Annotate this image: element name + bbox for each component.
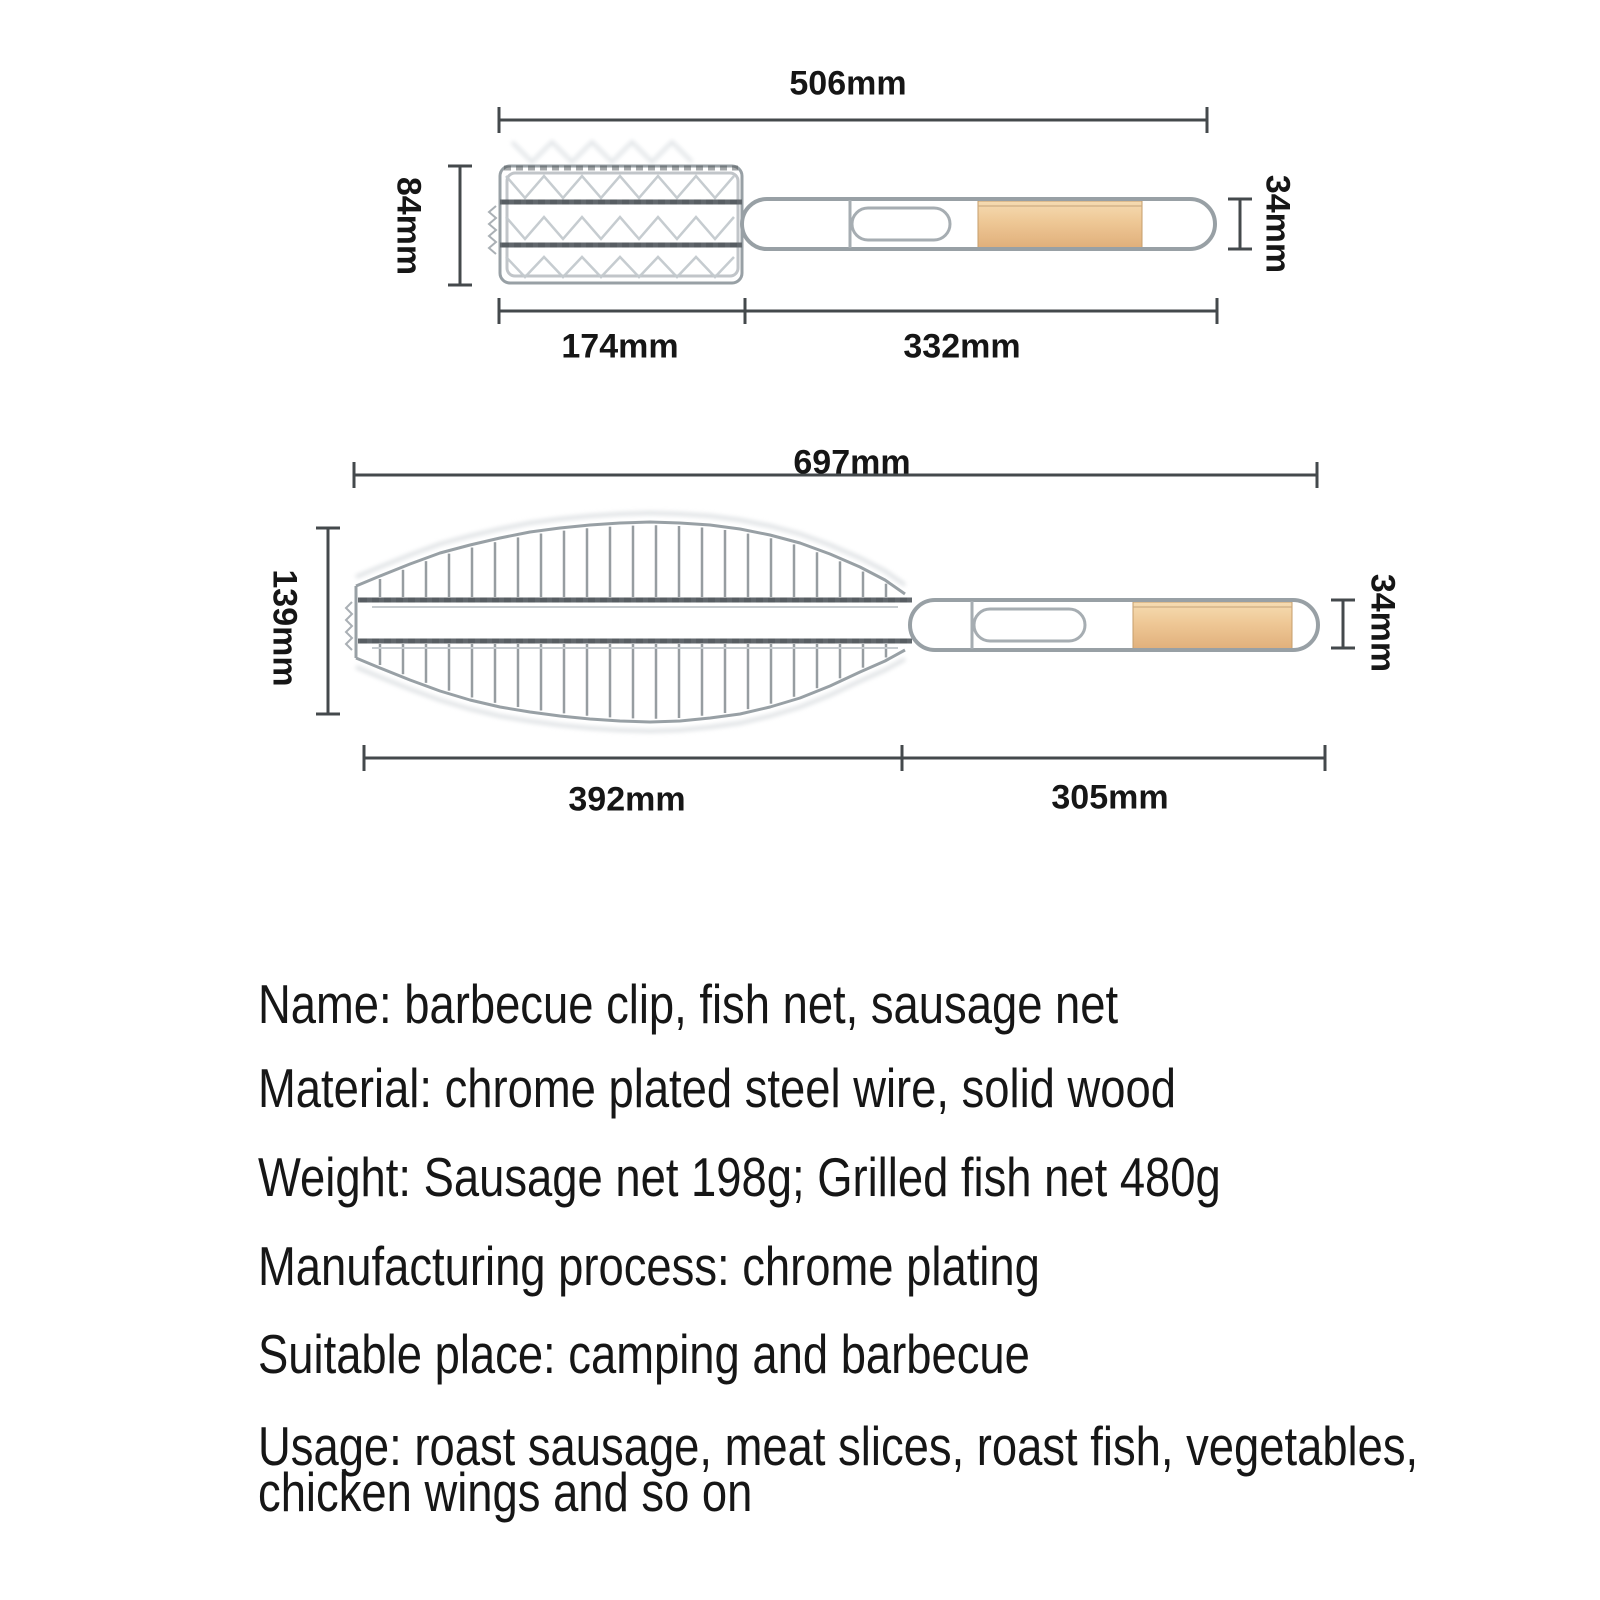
dim-label-handle-length-fish: 305mm <box>1051 778 1169 817</box>
fish-nose-coil <box>346 602 352 650</box>
spec-line-usage-continued: chicken wings and so on <box>258 1461 753 1523</box>
dim-line-total-length-sausage <box>499 107 1207 133</box>
dim-label-handle-length-sausage: 332mm <box>903 327 1021 366</box>
dim-line-basket-height-sausage <box>448 166 472 285</box>
spec-line-name: Name: barbecue clip, fish net, sausage net <box>258 973 1119 1035</box>
dim-label-handle-height-sausage: 34mm <box>1258 174 1297 274</box>
sausage-handle <box>742 199 1215 249</box>
dim-line-basket-height-fish <box>316 528 340 714</box>
dim-label-basket-length-fish: 392mm <box>568 780 686 819</box>
fish-basket-ribs <box>380 525 886 719</box>
dim-label-total-length-sausage: 506mm <box>789 64 907 103</box>
wood-grip-fish <box>1133 602 1292 650</box>
fish-basket-outline <box>356 522 905 722</box>
spec-line-material: Material: chrome plated steel wire, solid wood <box>258 1057 1177 1119</box>
dim-line-handle-height-fish <box>1331 600 1355 648</box>
dim-line-basket-handle-length-fish <box>364 745 1325 771</box>
dim-label-basket-height-fish: 139mm <box>265 569 304 687</box>
dim-line-handle-height-sausage <box>1228 199 1252 249</box>
fish-basket-core <box>346 586 912 658</box>
spec-line-place: Suitable place: camping and barbecue <box>258 1323 1030 1385</box>
dim-label-basket-height-sausage: 84mm <box>389 176 428 276</box>
fish-basket-shadow <box>356 513 905 731</box>
dim-label-handle-height-fish: 34mm <box>1363 573 1402 673</box>
fish-handle <box>910 600 1318 650</box>
dim-line-basket-handle-length-sausage <box>499 298 1217 324</box>
spec-line-weight: Weight: Sausage net 198g; Grilled fish net 480g <box>258 1146 1221 1208</box>
spec-line-process: Manufacturing process: chrome plating <box>258 1235 1040 1297</box>
dim-label-total-length-fish: 697mm <box>793 443 911 482</box>
wood-grip-sausage <box>978 201 1142 248</box>
fish-net-drawing <box>270 440 1420 840</box>
dim-label-basket-length-sausage: 174mm <box>561 327 679 366</box>
basket-coil-edge <box>489 206 496 254</box>
spec-line-usage: Usage: roast sausage, meat slices, roast fish, vegetables, <box>258 1415 1419 1477</box>
sausage-basket <box>489 142 742 283</box>
